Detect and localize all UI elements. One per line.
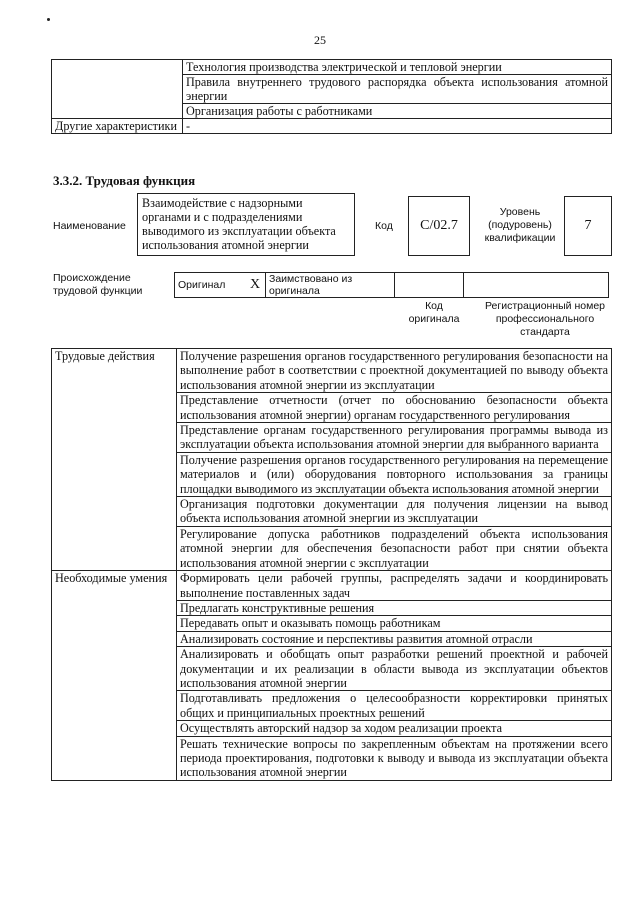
- borrowed-label: Заимствовано из оригинала: [266, 273, 395, 298]
- knowledge-table-continuation: [51, 59, 612, 134]
- skill-item: Анализировать и обобщать опыт разработки решений проектной и рабочей документации и их реализации в области вывода из эксплуатации объектов использования атомной энергии: [177, 647, 612, 691]
- skill-item: Решать технические вопросы по закрепленным объектам на протяжении всего периода проектирования, подготовки к выводу и вывода из эксплуатации объекта использования атомной энергии: [177, 736, 612, 780]
- skill-item: Подготавливать предложения о целесообразности корректировки принятых общих и принципиальных проектных решений: [177, 691, 612, 721]
- other-characteristics-value: -: [183, 119, 612, 134]
- scan-dot: [47, 18, 50, 21]
- function-details-table: [51, 348, 612, 781]
- skill-item: Анализировать состояние и перспективы развития атомной отрасли: [177, 631, 612, 646]
- action-item: Представление отчетности (отчет по обоснованию безопасности объекта использования атомной энергии) органам государственного регулирования: [177, 393, 612, 423]
- level-label: Уровень (подуровень) квалификации: [484, 206, 556, 244]
- function-name-value: Взаимодействие с надзорными органами и с подразделениями выводимого из эксплуатации объекта использования атомной энергии: [137, 193, 355, 256]
- action-item: Получение разрешения органов государственного регулирования на перемещение материалов и (или) оборудования повторного использования за границы площадки выводимого из эксплуатации объекта использования атомной энергии: [177, 452, 612, 496]
- skill-item: Осуществлять авторский надзор за ходом реализации проекта: [177, 721, 612, 736]
- original-mark: X: [245, 273, 266, 298]
- original-label: Оригинал: [175, 273, 246, 298]
- knowledge-item: Технология производства электрической и тепловой энергии: [183, 60, 612, 75]
- skill-item: Предлагать конструктивные решения: [177, 600, 612, 615]
- page-number: 25: [314, 33, 326, 47]
- knowledge-item: Правила внутреннего трудового распорядка объекта использования атомной энергии: [183, 75, 612, 104]
- action-item: Регулирование допуска работников подразделений объекта использования атомной энергии для обеспечения безопасности работ при снятии объекта использования атомной энергии с эксплуатации: [177, 526, 612, 570]
- original-code-cell: [395, 273, 464, 298]
- empty-label-cell: [52, 60, 183, 119]
- origin-label: Происхождение трудовой функции: [53, 272, 143, 297]
- other-characteristics-label: Другие характеристики: [52, 119, 183, 134]
- registration-number-cell: [464, 273, 609, 298]
- skill-item: Формировать цели рабочей группы, распределять задачи и координировать выполнение поставленных задач: [177, 571, 612, 601]
- origin-table: [174, 272, 609, 298]
- code-label: Код: [375, 220, 393, 232]
- knowledge-item: Организация работы с работниками: [183, 104, 612, 119]
- function-code-value: C/02.7: [408, 196, 470, 256]
- registration-caption: Регистрационный номер профессионального стандарта: [485, 300, 605, 338]
- action-item: Организация подготовки документации для получения лицензии на вывод объекта использования атомной энергии из эксплуатации: [177, 497, 612, 527]
- level-value: 7: [564, 196, 612, 256]
- action-item: Получение разрешения органов государственного регулирования безопасности на выполнение работ в соответствии с проектной документацией по выводу объекта использования атомной энергии из эксплуатации: [177, 349, 612, 393]
- action-item: Представление органам государственного регулирования программы вывода из эксплуатации объекта использования атомной энергии для выбранного варианта: [177, 423, 612, 453]
- actions-label: Трудовые действия: [52, 349, 177, 571]
- original-code-caption: Код оригинала: [408, 300, 460, 325]
- skills-label: Необходимые умения: [52, 571, 177, 781]
- skill-item: Передавать опыт и оказывать помощь работникам: [177, 616, 612, 631]
- section-heading: 3.3.2. Трудовая функция: [53, 173, 196, 188]
- name-label: Наименование: [53, 220, 126, 232]
